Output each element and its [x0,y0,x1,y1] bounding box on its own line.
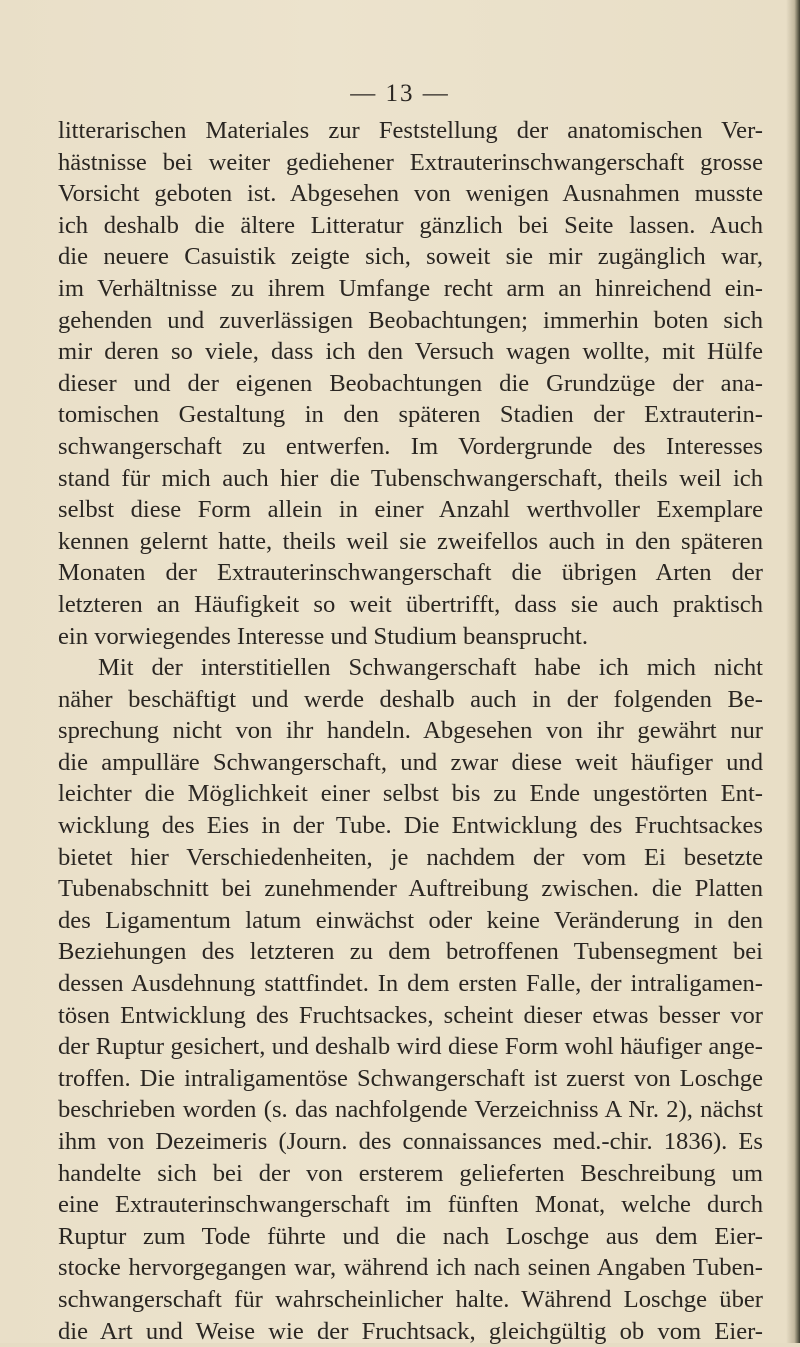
text-line: stand für mich auch hier die Tubenschwangerschaft, theils weil ich [58,464,763,492]
text-line: beschrieben worden (s. das nachfolgende Verzeichniss A Nr. 2), nächst [58,1096,763,1124]
text-line: mir deren so viele, dass ich den Versuch wagen wollte, mit Hülfe [58,338,763,366]
page-edge-shadow [786,0,800,1343]
text-line: selbst diese Form allein in einer Anzahl werthvoller Exemplare [58,496,763,524]
text-line: Vorsicht geboten ist. Abgesehen von wenigen Ausnahmen musste [58,180,763,208]
text-line: wicklung des Eies in der Tube. Die Entwicklung des Fruchtsackes [58,812,763,840]
text-line: Ruptur zum Tode führte und die nach Loschge aus dem Eier- [58,1222,763,1250]
page-number: — 13 — [350,80,450,107]
text-line: dessen Ausdehnung stattfindet. In dem ersten Falle, der intraligamen- [58,970,763,998]
text-line: die ampulläre Schwangerschaft, und zwar diese weit häufiger und [58,748,763,776]
text-line: der Ruptur gesichert, und deshalb wird diese Form wohl häufiger ange- [58,1033,763,1061]
text-line: litterarischen Materiales zur Feststellung der anatomischen Ver- [58,117,763,144]
text-line: gehenden und zuverlässigen Beobachtungen; immerhin boten sich [58,306,763,334]
body-text [58,115,763,1347]
text-line: troffen. Die intraligamentöse Schwangerschaft ist zuerst von Loschge [58,1064,763,1092]
text-line: bietet hier Verschiedenheiten, je nachdem der vom Ei besetzte [58,843,763,871]
text-line: hästnisse bei weiter gediehener Extrauterinschwangerschaft grosse [58,148,763,176]
text-line: Mit der interstitiellen Schwangerschaft habe ich mich nicht [98,654,763,682]
text-line: stocke hervorgegangen war, während ich nach seinen Angaben Tuben- [58,1254,763,1282]
text-line: handelte sich bei der von ersterem gelieferten Beschreibung um [58,1159,763,1187]
text-line: näher beschäftigt und werde deshalb auch in der folgenden Be- [58,685,763,713]
text-line: die Art und Weise wie der Fruchtsack, gleichgültig ob vom Eier- [58,1317,763,1345]
text-line: letzteren an Häufigkeit so weit übertrifft, dass sie auch praktisch [58,590,763,618]
text-line: Monaten der Extrauterinschwangerschaft die übrigen Arten der [58,559,763,587]
text-line: Beziehungen des letzteren zu dem betroffenen Tubensegment bei [58,938,763,966]
text-line: tösen Entwicklung des Fruchtsackes, scheint dieser etwas besser vor [58,1001,763,1029]
text-line: dieser und der eigenen Beobachtungen die Grundzüge der ana- [58,369,763,397]
text-line: schwangerschaft für wahrscheinlicher halte. Während Loschge über [58,1285,763,1313]
text-line: sprechung nicht von ihr handeln. Abgesehen von ihr gewährt nur [58,717,763,745]
text-line: schwangerschaft zu entwerfen. Im Vordergrunde des Interesses [58,432,763,460]
text-line: ich deshalb die ältere Litteratur gänzlich bei Seite lassen. Auch [58,211,763,239]
text-line: kennen gelernt hatte, theils weil sie zweifellos auch in den späteren [58,527,763,555]
text-line: die neuere Casuistik zeigte sich, soweit sie mir zugänglich war, [58,243,763,271]
text-line: des Ligamentum latum einwächst oder keine Veränderung in den [58,906,763,934]
text-line: ihm von Dezeimeris (Journ. des connaissances med.-chir. 1836). Es [58,1128,763,1155]
text-line: im Verhältnisse zu ihrem Umfange recht arm an hinreichend ein- [58,274,763,302]
text-line: Tubenabschnitt bei zunehmender Auftreibung zwischen. die Platten [58,875,763,903]
text-line: leichter die Möglichkeit einer selbst bis zu Ende ungestörten Ent- [58,780,763,808]
text-line: eine Extrauterinschwangerschaft im fünften Monat, welche durch [58,1191,763,1219]
text-line: ein vorwiegendes Interesse und Studium beansprucht. [58,622,589,650]
text-line: tomischen Gestaltung in den späteren Stadien der Extrauterin- [58,401,763,429]
